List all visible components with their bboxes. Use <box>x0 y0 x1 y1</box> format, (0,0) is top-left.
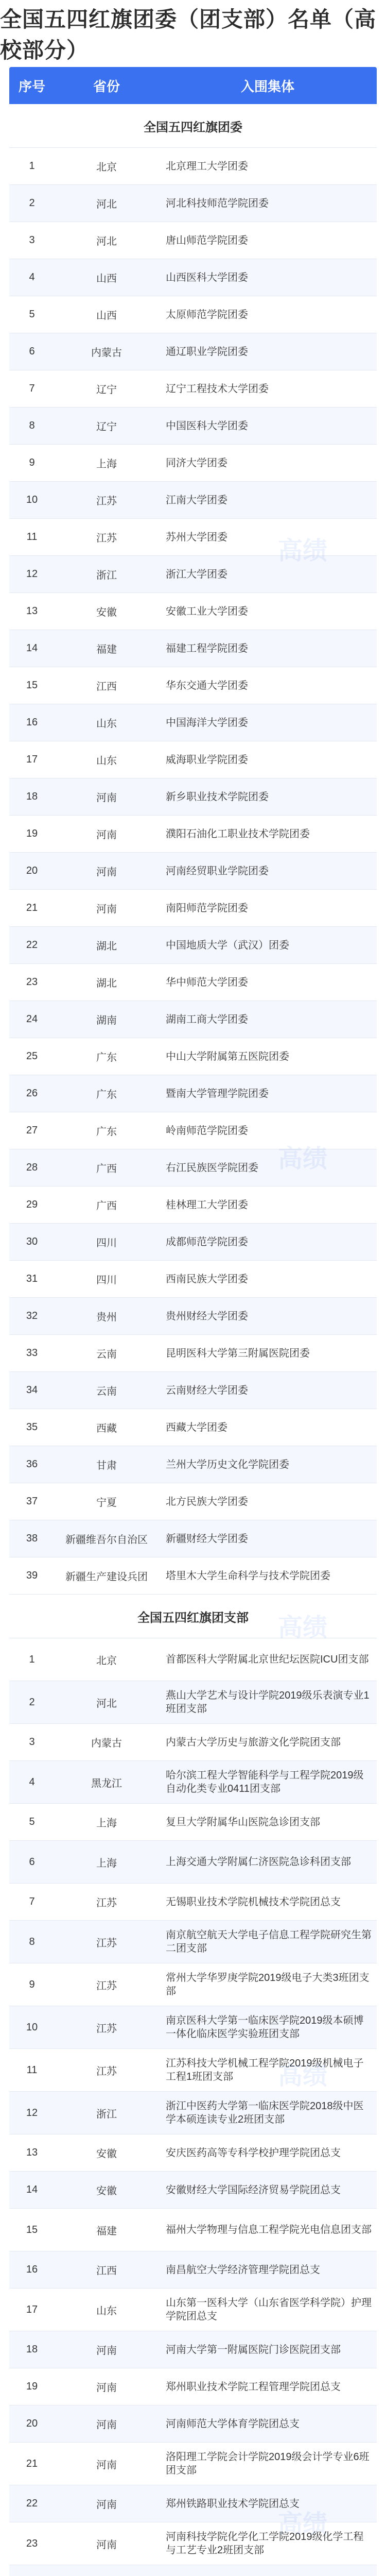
row-province: 福建 <box>96 2225 117 2237</box>
row-province: 北京 <box>96 162 117 173</box>
row-province: 安徽 <box>96 2185 117 2197</box>
table-row <box>9 1187 377 1224</box>
row-unit: 新乡职业技术学院团委 <box>166 791 269 803</box>
row-province: 湖北 <box>96 978 117 989</box>
row-index: 1 <box>29 1653 35 1665</box>
row-unit: 西南民族大学团委 <box>166 1273 248 1285</box>
row-unit: 塔里木大学生命科学与技术学院团委 <box>166 1570 330 1582</box>
row-province: 山东 <box>96 755 117 767</box>
row-index: 28 <box>26 1162 38 1173</box>
row-index: 14 <box>26 2184 38 2195</box>
row-unit: 南京航空航天大学电子信息工程学院研究生第二团支部 <box>166 1929 372 1954</box>
row-index: 11 <box>26 2064 38 2076</box>
row-province: 山西 <box>96 273 117 284</box>
header-index: 序号 <box>18 78 45 94</box>
row-index: 34 <box>26 1384 38 1396</box>
page-title: 全国五四红旗团委（团支部）名单（高校部分） <box>0 7 377 62</box>
row-unit: 河南经贸职业学院团委 <box>166 865 269 877</box>
row-unit: 同济大学团委 <box>166 457 227 469</box>
table-row <box>9 2565 377 2576</box>
table-row <box>9 2522 377 2565</box>
row-province: 湖南 <box>96 1015 117 1026</box>
row-province: 河北 <box>96 1698 117 1709</box>
row-province: 内蒙古 <box>91 347 122 359</box>
row-index: 22 <box>26 2498 38 2509</box>
row-unit: 内蒙古大学历史与旅游文化学院团支部 <box>166 1736 341 1748</box>
row-index: 15 <box>26 2224 38 2235</box>
table-row <box>9 370 377 408</box>
table-row <box>9 1224 377 1261</box>
row-unit: 中山大学附属第五医院团委 <box>166 1050 289 1062</box>
row-unit: 河南大学第一附属医院门诊医院团支部 <box>166 2344 341 2355</box>
row-province: 西藏 <box>96 1423 117 1434</box>
row-index: 27 <box>26 1125 38 1136</box>
table-row <box>9 2443 377 2485</box>
table-row <box>9 890 377 927</box>
row-index: 15 <box>26 680 38 691</box>
row-unit: 首都医科大学附属北京世纪坛医院ICU团支部 <box>166 1654 369 1665</box>
row-index: 21 <box>26 2458 38 2469</box>
row-unit: 浙江大学团委 <box>166 568 227 580</box>
row-index: 5 <box>29 309 35 320</box>
table-row <box>9 1681 377 1724</box>
row-index: 24 <box>26 1013 38 1025</box>
table-row <box>9 259 377 296</box>
row-index: 13 <box>26 2147 38 2158</box>
row-province: 河南 <box>96 792 117 804</box>
row-province: 河南 <box>96 2499 117 2511</box>
table-row <box>9 778 377 816</box>
table-row <box>9 1557 377 1595</box>
section-title-branch: 全国五四红旗团支部 <box>9 1595 377 1638</box>
row-index: 35 <box>26 1421 38 1433</box>
row-province: 江苏 <box>96 2023 117 2035</box>
row-index: 13 <box>26 605 38 617</box>
table-row <box>9 185 377 222</box>
row-index: 6 <box>29 346 35 357</box>
table-row <box>9 1409 377 1446</box>
row-province: 河南 <box>96 2419 117 2431</box>
table-row <box>9 222 377 259</box>
row-province: 云南 <box>96 1349 117 1360</box>
table-row <box>9 2289 377 2331</box>
row-province: 河北 <box>96 199 117 210</box>
row-unit: 云南财经大学团委 <box>166 1384 248 1396</box>
row-unit: 北京理工大学团委 <box>166 160 248 172</box>
row-unit: 山东第一医科大学（山东省医学科学院）护理学院团总支 <box>166 2297 372 2322</box>
row-province: 内蒙古 <box>91 1738 122 1749</box>
table-row <box>9 741 377 778</box>
row-index: 4 <box>29 1776 35 1788</box>
row-unit: 哈尔滨工程大学智能科学与工程学院2019级自动化类专业0411团支部 <box>166 1770 364 1794</box>
committee-list <box>0 148 386 1595</box>
row-unit: 通辽职业学院团委 <box>166 346 248 358</box>
row-province: 江苏 <box>96 1937 117 1949</box>
table-row <box>9 2049 377 2092</box>
row-unit: 北方民族大学团委 <box>166 1496 248 1507</box>
row-unit: 福建工程学院团委 <box>166 642 248 654</box>
table-row <box>9 1298 377 1335</box>
row-index: 22 <box>26 939 38 951</box>
row-unit: 无锡职业技术学院机械技术学院团总支 <box>166 1896 341 1908</box>
row-province: 新疆生产建设兵团 <box>65 1571 148 1583</box>
row-unit: 福州大学物理与信息工程学院光电信息团支部 <box>166 2224 372 2235</box>
row-index: 26 <box>26 1088 38 1099</box>
table-row <box>9 556 377 593</box>
row-province: 四川 <box>96 1238 117 1249</box>
table-row <box>9 853 377 890</box>
table-row <box>9 445 377 482</box>
row-province: 广西 <box>96 1163 117 1175</box>
row-unit: 桂林理工大学团委 <box>166 1199 248 1211</box>
table-row <box>9 630 377 667</box>
row-province: 河南 <box>96 904 117 915</box>
row-province: 江苏 <box>96 533 117 544</box>
table-row <box>9 593 377 630</box>
watermark: 高绩 <box>278 2511 328 2538</box>
row-unit: 兰州大学历史文化学院团委 <box>166 1459 289 1470</box>
row-unit: 唐山师范学院团委 <box>166 234 248 246</box>
row-index: 10 <box>26 494 38 505</box>
row-unit: 湖南工商大学团委 <box>166 1013 248 1025</box>
row-index: 39 <box>26 1570 38 1581</box>
row-province: 河南 <box>96 2539 117 2551</box>
row-province: 河南 <box>96 2345 117 2357</box>
row-unit: 暨南大学管理学院团委 <box>166 1088 269 1099</box>
branch-list <box>0 1638 386 2576</box>
row-province: 四川 <box>96 1275 117 1286</box>
row-index: 33 <box>26 1347 38 1359</box>
row-province: 宁夏 <box>96 1497 117 1509</box>
row-unit: 贵州财经大学团委 <box>166 1310 248 1322</box>
table-row <box>9 1075 377 1112</box>
table-row <box>9 964 377 1001</box>
row-index: 2 <box>29 1696 35 1708</box>
row-index: 17 <box>26 754 38 765</box>
table-row <box>9 1804 377 1841</box>
row-province: 河北 <box>96 236 117 247</box>
row-unit: 新疆财经大学团委 <box>166 1533 248 1545</box>
table-row <box>9 1841 377 1884</box>
row-province: 甘肃 <box>96 1460 117 1471</box>
row-unit: 濮阳石油化工职业技术学院团委 <box>166 828 310 840</box>
row-unit: 苏州大学团委 <box>166 531 227 543</box>
table-row <box>9 2485 377 2522</box>
row-index: 7 <box>29 383 35 394</box>
row-province: 安徽 <box>96 607 117 618</box>
table-row <box>9 1921 377 1963</box>
table-row <box>9 2092 377 2134</box>
row-province: 山东 <box>96 718 117 730</box>
row-index: 21 <box>26 902 38 913</box>
row-unit: 山西医科大学团委 <box>166 272 248 283</box>
row-unit: 河北科技师范学院团委 <box>166 197 269 209</box>
table-row <box>9 2368 377 2405</box>
table-row <box>9 2331 377 2368</box>
row-province: 浙江 <box>96 2108 117 2120</box>
row-index: 2 <box>29 197 35 209</box>
row-index: 31 <box>26 1273 38 1284</box>
row-index: 3 <box>29 234 35 246</box>
table-row <box>9 2209 377 2251</box>
row-index: 17 <box>26 2303 38 2315</box>
row-unit: 华东交通大学团委 <box>166 680 248 691</box>
table-row <box>9 927 377 964</box>
row-province: 北京 <box>96 1655 117 1667</box>
table-header <box>9 67 377 104</box>
row-unit: 常州大学华罗庚学院2019级电子大类3班团支部 <box>166 1972 370 1997</box>
row-unit: 南阳师范学院团委 <box>166 902 248 914</box>
table-row <box>9 1884 377 1921</box>
row-unit: 洛阳理工学院会计学院2019级会计学专业6班团支部 <box>166 2451 370 2476</box>
row-province: 江苏 <box>96 2065 117 2077</box>
table-row <box>9 482 377 519</box>
row-unit: 江苏科技大学机械工程学院2019级机械电子工程1班团支部 <box>166 2058 364 2082</box>
header-province: 省份 <box>93 78 120 94</box>
row-province: 河南 <box>96 829 117 841</box>
row-province: 湖北 <box>96 941 117 952</box>
table-row <box>9 1963 377 2006</box>
row-index: 4 <box>29 272 35 283</box>
table-row <box>9 1372 377 1409</box>
table-row <box>9 408 377 445</box>
row-unit: 成都师范学院团委 <box>166 1236 248 1248</box>
row-unit: 复旦大学附属华山医院急诊团支部 <box>166 1816 320 1828</box>
row-unit: 上海交通大学附属仁济医院急诊科团支部 <box>166 1856 351 1868</box>
table-row <box>9 1724 377 1761</box>
row-province: 贵州 <box>96 1312 117 1323</box>
row-index: 19 <box>26 828 38 839</box>
row-unit: 辽宁工程技术大学团委 <box>166 383 269 395</box>
row-index: 10 <box>26 2021 38 2033</box>
table-row <box>9 519 377 556</box>
row-index: 12 <box>26 568 38 580</box>
table-row <box>9 1038 377 1075</box>
row-index: 36 <box>26 1459 38 1470</box>
table-row <box>9 2251 377 2289</box>
row-index: 20 <box>26 865 38 876</box>
table-row <box>9 1483 377 1520</box>
row-unit: 华中师范大学团委 <box>166 976 248 988</box>
row-unit: 西藏大学团委 <box>166 1421 227 1433</box>
row-unit: 右江民族医学院团委 <box>166 1162 258 1174</box>
row-province: 黑龙江 <box>91 1777 122 1789</box>
row-province: 河南 <box>96 867 117 878</box>
row-province: 安徽 <box>96 2148 117 2160</box>
row-province: 江西 <box>96 2265 117 2277</box>
row-unit: 岭南师范学院团委 <box>166 1125 248 1137</box>
row-unit: 中国医科大学团委 <box>166 420 248 432</box>
row-index: 9 <box>29 457 35 468</box>
row-province: 山西 <box>96 310 117 321</box>
row-unit: 威海职业学院团委 <box>166 754 248 766</box>
table-row <box>9 1149 377 1187</box>
table-row <box>9 148 377 185</box>
row-province: 广东 <box>96 1126 117 1138</box>
row-unit: 昆明医科大学第三附属医院团委 <box>166 1347 310 1359</box>
row-province: 辽宁 <box>96 421 117 433</box>
table-row <box>9 2405 377 2443</box>
table-row <box>9 1335 377 1372</box>
row-province: 河南 <box>96 2459 117 2471</box>
row-unit: 中国地质大学（武汉）团委 <box>166 939 289 951</box>
row-index: 3 <box>29 1736 35 1748</box>
row-province: 上海 <box>96 1818 117 1829</box>
row-province: 江苏 <box>96 1897 117 1909</box>
row-index: 7 <box>29 1896 35 1907</box>
row-province: 福建 <box>96 644 117 655</box>
row-province: 上海 <box>96 1857 117 1869</box>
row-province: 广东 <box>96 1089 117 1100</box>
table-row <box>9 816 377 853</box>
row-index: 1 <box>29 160 35 172</box>
row-unit: 南京医科大学第一临床医学院2019级本硕博一体化临床医学实验班团支部 <box>166 2015 364 2040</box>
row-province: 广西 <box>96 1200 117 1212</box>
row-index: 23 <box>26 976 38 988</box>
row-index: 38 <box>26 1533 38 1544</box>
row-index: 20 <box>26 2418 38 2429</box>
row-unit: 中国海洋大学团委 <box>166 717 248 728</box>
row-unit: 安徽财经大学国际经济贸易学院团总支 <box>166 2184 341 2196</box>
table-row <box>9 2134 377 2172</box>
table-row <box>9 1638 377 1681</box>
row-index: 11 <box>26 531 38 543</box>
row-index: 12 <box>26 2107 38 2119</box>
row-unit: 太原师范学院团委 <box>166 309 248 320</box>
row-province: 河南 <box>96 2382 117 2394</box>
row-province: 山东 <box>96 2305 117 2317</box>
row-province: 江苏 <box>96 496 117 507</box>
row-unit: 浙江中医药大学第一临床医学院2018级中医学本硕连读专业2班团支部 <box>166 2100 364 2125</box>
row-unit: 安庆医药高等专科学校护理学院团总支 <box>166 2147 341 2159</box>
row-index: 32 <box>26 1310 38 1321</box>
row-index: 18 <box>26 2344 38 2355</box>
row-unit: 燕山大学艺术与设计学院2019级乐表演专业1班团支部 <box>166 1690 370 1715</box>
row-index: 18 <box>26 791 38 802</box>
row-index: 8 <box>29 1936 35 1947</box>
row-index: 29 <box>26 1199 38 1210</box>
header-unit: 入围集体 <box>240 78 294 94</box>
table-row <box>9 1520 377 1557</box>
row-unit: 河南科技学院化学化工学院2019级化学工程与工艺专业2班团支部 <box>166 2531 364 2556</box>
row-index: 8 <box>29 420 35 431</box>
table-row <box>9 2172 377 2209</box>
table-row <box>9 2006 377 2049</box>
row-province: 广东 <box>96 1052 117 1063</box>
row-province: 新疆维吾尔自治区 <box>65 1534 148 1546</box>
table-row <box>9 667 377 704</box>
row-index: 6 <box>29 1856 35 1868</box>
row-unit: 郑州铁路职业技术学院团总支 <box>166 2498 300 2510</box>
watermark: 高绩 <box>278 537 328 565</box>
row-index: 19 <box>26 2381 38 2392</box>
row-index: 16 <box>26 717 38 728</box>
row-index: 25 <box>26 1050 38 1062</box>
row-province: 江西 <box>96 681 117 692</box>
row-unit: 河南师范大学体育学院团总支 <box>166 2418 300 2430</box>
row-province: 浙江 <box>96 570 117 581</box>
table-row <box>9 1001 377 1038</box>
table-row <box>9 333 377 370</box>
row-unit: 郑州职业技术学院工程管理学院团总支 <box>166 2381 341 2393</box>
table-row <box>9 296 377 333</box>
table-row <box>9 1446 377 1483</box>
row-index: 14 <box>26 642 38 654</box>
row-index: 23 <box>26 2537 38 2549</box>
row-index: 9 <box>29 1978 35 1990</box>
table-row <box>9 1112 377 1149</box>
table-row <box>9 1761 377 1804</box>
row-unit: 南昌航空大学经济管理学院团总支 <box>166 2264 320 2276</box>
row-index: 16 <box>26 2264 38 2275</box>
row-province: 辽宁 <box>96 384 117 396</box>
row-unit: 江南大学团委 <box>166 494 227 506</box>
row-unit: 安徽工业大学团委 <box>166 605 248 617</box>
section-title-committee: 全国五四红旗团委 <box>9 104 377 148</box>
table-row <box>9 704 377 741</box>
row-index: 30 <box>26 1236 38 1247</box>
watermark: 高绩 <box>278 2062 328 2090</box>
row-province: 江苏 <box>96 1980 117 1992</box>
row-province: 上海 <box>96 459 117 470</box>
table-row <box>9 1261 377 1298</box>
row-index: 37 <box>26 1496 38 1507</box>
row-index: 5 <box>29 1816 35 1827</box>
row-province: 云南 <box>96 1386 117 1397</box>
